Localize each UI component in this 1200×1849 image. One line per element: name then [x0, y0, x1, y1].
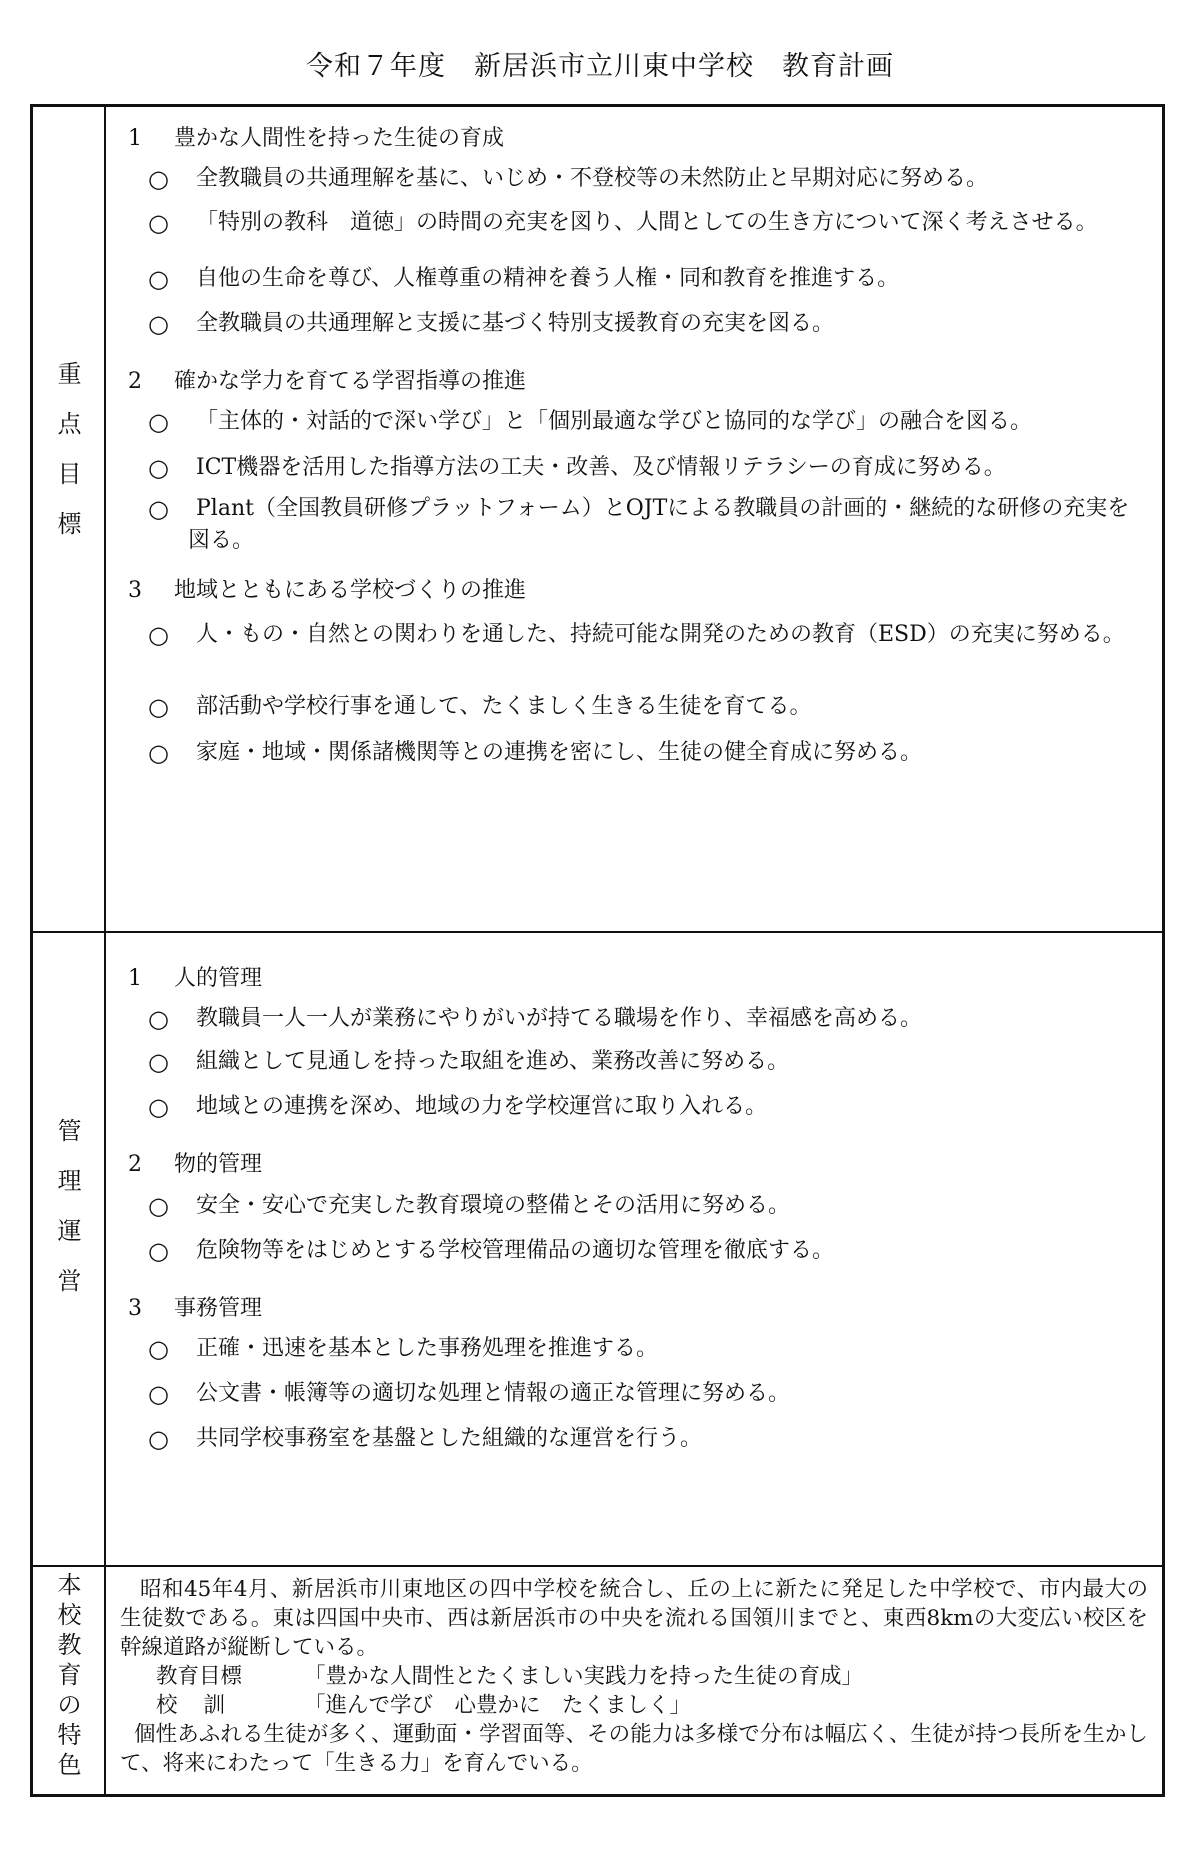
- circle-bullet-icon: ○: [148, 1192, 169, 1220]
- management-group-heading: 2 物的管理: [128, 1152, 263, 1177]
- management-section: [33, 933, 1162, 1567]
- management-group-heading: 1 人的管理: [128, 966, 263, 991]
- circle-bullet-icon: ○: [148, 310, 169, 338]
- goal-item: ○ 人・もの・自然との関わりを通した、持続可能な開発のための教育（ESD）の充実に努める。: [148, 621, 1125, 649]
- education-goal-line: 教育目標 「豊かな人間性とたくましい実践力を持った生徒の育成」: [156, 1664, 864, 1689]
- goal-item: ○ 「特別の教科 道徳」の時間の充実を図り、人間としての生き方について深く考えさせる。: [148, 209, 1098, 237]
- management-label-cell: [33, 933, 106, 1565]
- goals-section: [33, 107, 1162, 933]
- features-label-char: 育: [57, 1661, 82, 1689]
- features-text: [120, 1575, 1148, 1778]
- goals-label-char: 目: [57, 460, 82, 488]
- features-label-char: 教: [57, 1631, 82, 1659]
- goal-group-heading: 3 地域とともにある学校づくりの推進: [128, 578, 527, 603]
- circle-bullet-icon: ○: [148, 1005, 169, 1033]
- goal-item: ○ 家庭・地域・関係諸機関等との連携を密にし、生徒の健全育成に努める。: [148, 739, 923, 767]
- management-label-char: 営: [57, 1267, 82, 1295]
- features-label-cell: [33, 1567, 106, 1794]
- goals-label-cell: [33, 107, 106, 931]
- circle-bullet-icon: ○: [148, 1093, 169, 1121]
- goal-item: ○ 全教職員の共通理解と支援に基づく特別支援教育の充実を図る。: [148, 310, 835, 338]
- management-content: [108, 933, 1162, 1565]
- circle-bullet-icon: ○: [148, 1048, 169, 1076]
- features-intro: 昭和45年4月、新居浜市川東地区の四中学校を統合し、丘の上に新たに発足した中学校で、市内最大の生徒数である。東は四国中央市、西は新居浜市の中央を流れる国領川までと、東西8kmの大変広い校区を幹線道路が縦断している。: [120, 1577, 1148, 1660]
- features-content: [108, 1567, 1162, 1794]
- circle-bullet-icon: ○: [148, 1335, 169, 1363]
- management-label-char: 管: [57, 1117, 82, 1145]
- circle-bullet-icon: ○: [148, 1380, 169, 1408]
- goals-label-char: 標: [57, 510, 82, 538]
- management-group-heading: 3 事務管理: [128, 1296, 263, 1321]
- circle-bullet-icon: ○: [148, 495, 169, 523]
- features-label-char: 色: [57, 1751, 82, 1779]
- circle-bullet-icon: ○: [148, 165, 169, 193]
- goal-item: ○ 自他の生命を尊び、人権尊重の精神を養う人権・同和教育を推進する。: [148, 265, 900, 293]
- management-item: ○ 公文書・帳簿等の適切な処理と情報の適正な管理に努める。: [148, 1380, 791, 1408]
- management-item: ○ 組織として見通しを持った取組を進め、業務改善に努める。: [148, 1048, 790, 1076]
- circle-bullet-icon: ○: [148, 209, 169, 237]
- circle-bullet-icon: ○: [148, 265, 169, 293]
- features-closing: 個性あふれる生徒が多く、運動面・学習面等、その能力は多様で分布は幅広く、生徒が持つ長所を生かして、将来にわたって「生きる力」を育んでいる。: [120, 1722, 1148, 1776]
- circle-bullet-icon: ○: [148, 1425, 169, 1453]
- goals-label-char: 点: [57, 410, 82, 438]
- goal-group-heading: 2 確かな学力を育てる学習指導の推進: [128, 369, 527, 394]
- management-label-char: 運: [57, 1217, 82, 1245]
- circle-bullet-icon: ○: [148, 693, 169, 721]
- features-label-char: 特: [57, 1721, 82, 1749]
- goals-content: [108, 107, 1162, 931]
- circle-bullet-icon: ○: [148, 1237, 169, 1265]
- page-title: 令和７年度 新居浜市立川東中学校 教育計画: [306, 51, 894, 82]
- features-label-char: の: [57, 1691, 82, 1719]
- goal-item: ○ 部活動や学校行事を通して、たくましく生きる生徒を育てる。: [148, 693, 812, 721]
- circle-bullet-icon: ○: [148, 408, 169, 436]
- goal-group-heading: 1 豊かな人間性を持った生徒の育成: [128, 126, 505, 151]
- school-motto-line: 校訓 「進んで学び 心豊かに たくましく」: [156, 1693, 692, 1718]
- goal-item: ○ Plant（全国教員研修プラットフォーム）とOJTによる教職員の計画的・継続的な研修の充実を図る。: [148, 495, 1130, 553]
- circle-bullet-icon: ○: [148, 621, 169, 649]
- goals-label-char: 重: [57, 360, 82, 388]
- features-label-char: 本: [57, 1571, 82, 1599]
- goal-item: ○ 「主体的・対話的で深い学び」と「個別最適な学びと協同的な学び」の融合を図る。: [148, 408, 1033, 436]
- management-item: ○ 教職員一人一人が業務にやりがいが持てる職場を作り、幸福感を高める。: [148, 1005, 923, 1033]
- goal-item: ○ 全教職員の共通理解を基に、いじめ・不登校等の未然防止と早期対応に努める。: [148, 165, 989, 193]
- management-item: ○ 正確・迅速を基本とした事務処理を推進する。: [148, 1335, 659, 1363]
- management-item: ○ 共同学校事務室を基盤とした組織的な運営を行う。: [148, 1425, 703, 1453]
- management-label-char: 理: [57, 1167, 82, 1195]
- management-item: ○ 地域との連携を深め、地域の力を学校運営に取り入れる。: [148, 1093, 768, 1121]
- education-plan-table: [30, 104, 1165, 1797]
- features-label-char: 校: [57, 1601, 82, 1629]
- management-item: ○ 危険物等をはじめとする学校管理備品の適切な管理を徹底する。: [148, 1237, 835, 1265]
- management-item: ○ 安全・安心で充実した教育環境の整備とその活用に努める。: [148, 1192, 791, 1220]
- circle-bullet-icon: ○: [148, 739, 169, 767]
- circle-bullet-icon: ○: [148, 454, 169, 482]
- goal-item: ○ ICT機器を活用した指導方法の工夫・改善、及び情報リテラシーの育成に努める。: [148, 454, 1006, 482]
- features-section: [33, 1567, 1162, 1794]
